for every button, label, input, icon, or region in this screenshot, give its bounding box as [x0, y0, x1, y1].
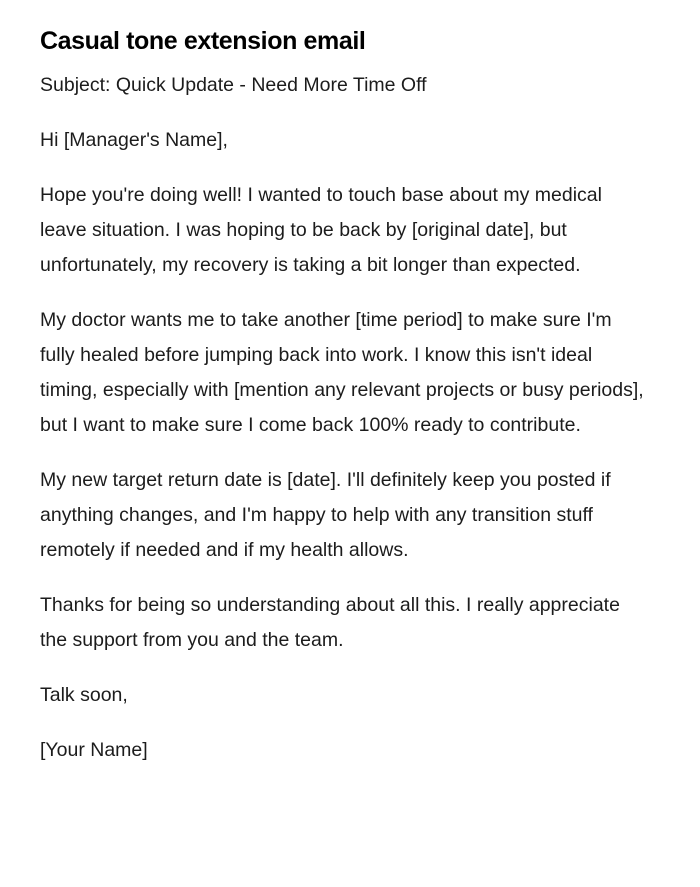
- email-body-paragraph: Thanks for being so understanding about all this. I really appreciate the support from you and the team.: [40, 594, 620, 651]
- email-template-document: [40, 24, 650, 788]
- email-signature: [Your Name]: [40, 739, 148, 761]
- document-title: Casual tone extension email: [40, 27, 366, 55]
- email-closing: Talk soon,: [40, 684, 128, 706]
- email-body-paragraph: My doctor wants me to take another [time period] to make sure I'm fully healed before jumping back into work. I know this isn't ideal timing, especially with [mention any relevant projects or busy periods], but I want to make sure I come back 100% ready to contribute.: [40, 309, 644, 436]
- email-greeting: Hi [Manager's Name],: [40, 129, 228, 151]
- email-body-paragraph: Hope you're doing well! I wanted to touch base about my medical leave situation. I was hoping to be back by [original date], but unfortunately, my recovery is taking a bit longer than expected.: [40, 184, 602, 276]
- email-body-paragraph: My new target return date is [date]. I'll definitely keep you posted if anything changes, and I'm happy to help with any transition stuff remotely if needed and if my health allows.: [40, 469, 611, 561]
- email-subject-line: Subject: Quick Update - Need More Time Off: [40, 74, 427, 96]
